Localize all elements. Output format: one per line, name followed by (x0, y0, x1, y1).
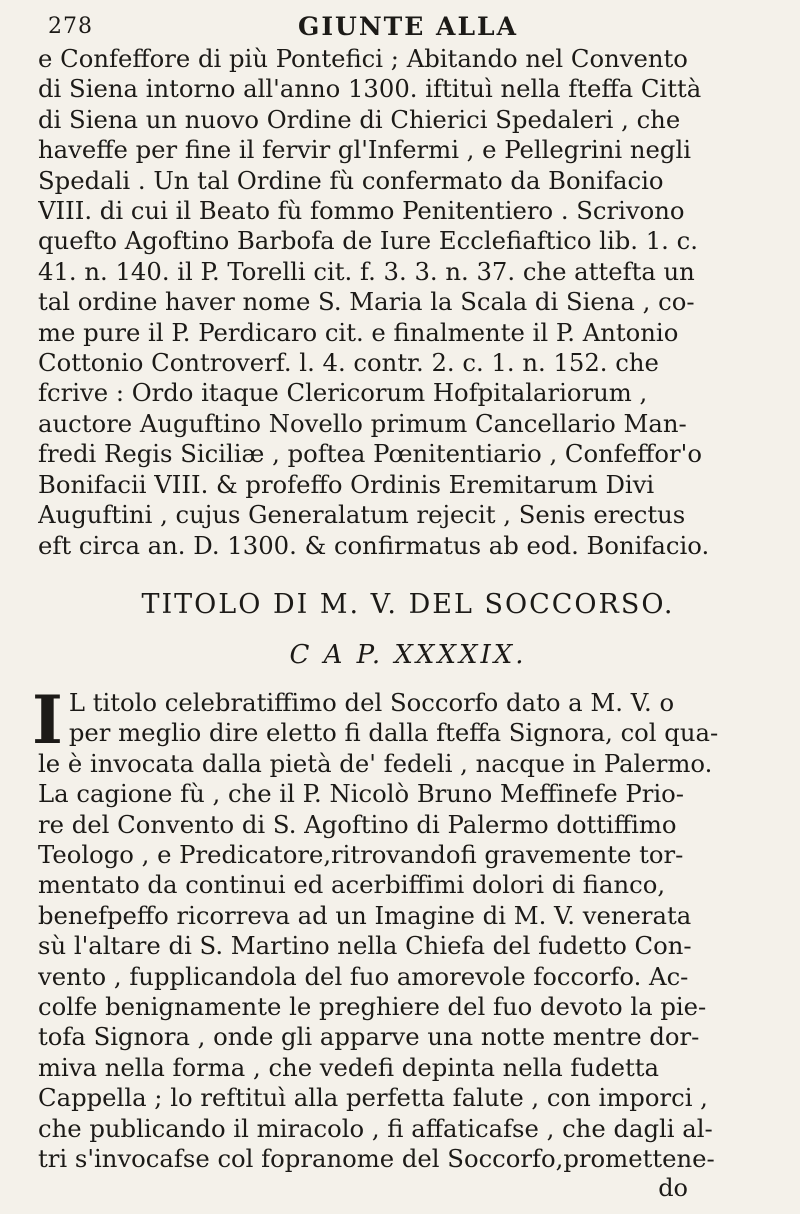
text-line: e Confeffore di più Pontefici ; Abitando nel Convento (38, 44, 688, 73)
text-line: auctore Auguftino Novello primum Cancellario Man- (38, 408, 687, 438)
text-line: vento , fupplicandola del fuo amorevole foccorfo. Ac- (38, 961, 689, 991)
text-line: re del Convento di S. Agoftino di Palermo dottiffimo (38, 809, 677, 839)
page-number: 278 (48, 14, 93, 39)
text-line: L titolo celebratiffimo del Soccorfo dato a M. V. o (68, 687, 675, 717)
text-line: mentato da continui ed acerbiffimi dolori di fianco, (38, 870, 666, 900)
text-line: Cottonio Controverf. l. 4. contr. 2. c. 1. n. 152. che (38, 348, 659, 378)
paragraph-continued (38, 44, 778, 561)
text-line: Auguftini , cujus Generalatum rejecit , Senis erectus (38, 500, 686, 530)
text-line: tal ordine haver nome S. Maria la Scala di Siena , co- (38, 287, 695, 317)
text-line: me pure il P. Perdicaro cit. e finalmente il P. Antonio (38, 317, 679, 347)
text-line: tri s'invocafse col fopranome del Soccorfo,promettene- (38, 1144, 715, 1173)
text-line: quefto Agoftino Barbofa de Iure Ecclefiaftico lib. 1. c. (38, 226, 698, 256)
text-line: tofa Signora , onde gli apparve una notte mentre dor- (38, 1022, 700, 1052)
text-line: di Siena un nuovo Ordine di Chierici Spedaleri , che (38, 104, 681, 134)
text-line: benefpeffo ricorreva ad un Imagine di M. V. venerata (38, 900, 692, 930)
text-line: Bonifacii VIII. & profeffo Ordinis Eremitarum Divi (38, 469, 655, 499)
text-line: Cappella ; lo reftituì alla perfetta falute , con imporci , (38, 1083, 708, 1113)
text-line: di Siena intorno all'anno 1300. iftituì nella fteffa Città (38, 74, 702, 104)
text-line: le è invocata dalla pietà de' fedeli , nacque in Palermo. (38, 748, 713, 778)
running-title: GIUNTE ALLA (297, 12, 518, 41)
chapter-heading: C A P. XXXXIX. (289, 639, 527, 670)
drop-cap: I (32, 680, 63, 759)
running-head (38, 10, 778, 44)
text-line: miva nella forma , che vedefi depinta nella fudetta (38, 1052, 660, 1082)
text-line: La cagione fù , che il P. Nicolò Bruno Meffinefe Prio- (38, 779, 684, 809)
text-line: haveffe per fine il fervir gl'Infermi , e Pellegrini negli (38, 135, 691, 165)
section-heading: TITOLO DI M. V. DEL SOCCORSO. (141, 588, 675, 620)
text-line: sù l'altare di S. Martino nella Chiefa del fudetto Con- (38, 931, 692, 961)
text-line: VIII. di cui il Beato fù fommo Penitentiero . Scrivono (38, 196, 685, 226)
paragraph-soccorso (32, 680, 778, 1175)
text-line: per meglio dire eletto fi dalla fteffa Signora, col qua- (68, 718, 719, 748)
text-line: fredi Regis Siciliæ , poftea Pœnitentiario , Confeffor'o (38, 439, 702, 469)
text-line: che publicando il miracolo , fi affaticafse , che dagli al- (38, 1113, 713, 1143)
text-line: eft circa an. D. 1300. & confirmatus ab eod. Bonifacio. (38, 530, 710, 560)
catchword: do (658, 1174, 688, 1203)
text-line: Spedali . Un tal Ordine fù confermato da Bonifacio (38, 165, 664, 195)
text-line: colfe benignamente le preghiere del fuo devoto la pie- (38, 991, 707, 1021)
text-line: Teologo , e Predicatore,ritrovandofi gravemente tor- (38, 839, 684, 869)
text-line: 41. n. 140. il P. Torelli cit. f. 3. 3. n. 37. che attefta un (38, 256, 695, 286)
text-line: fcrive : Ordo itaque Clericorum Hofpitalariorum , (38, 378, 648, 408)
